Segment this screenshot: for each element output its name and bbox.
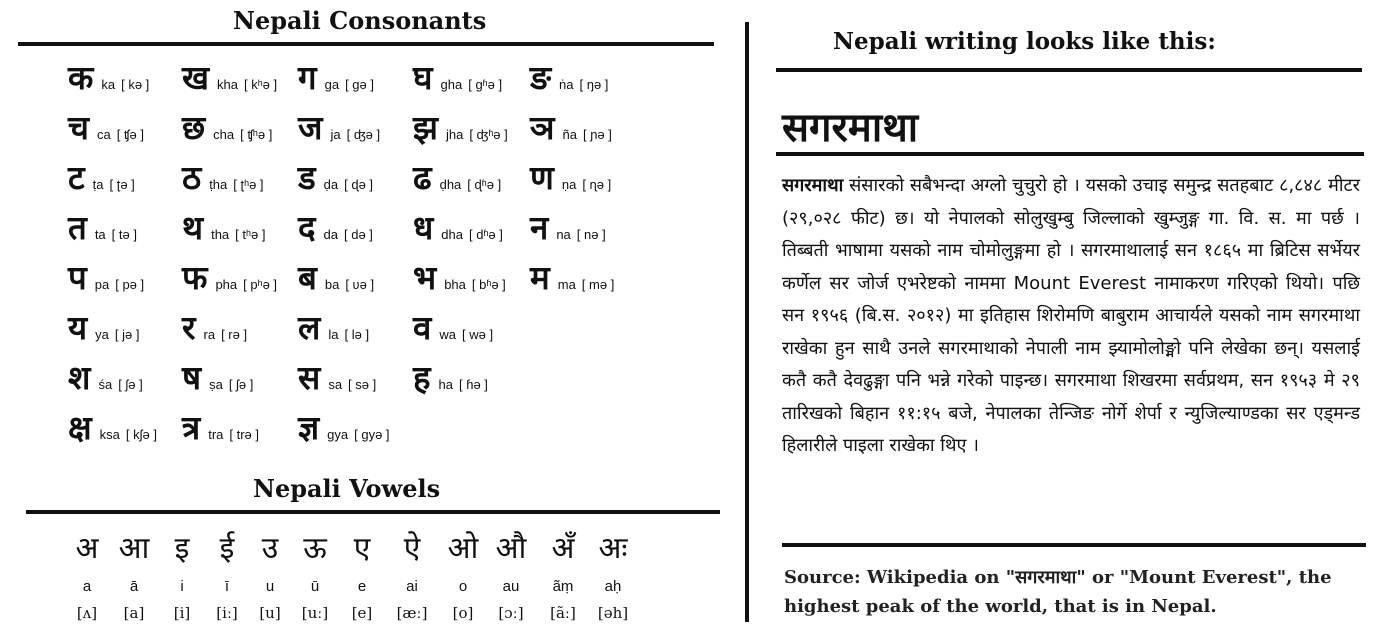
consonant-item: [68, 158, 135, 198]
consonant-letter: श: [68, 358, 91, 397]
consonants-title: Nepali Consonants: [233, 6, 487, 35]
consonant-letter: ह: [413, 358, 431, 397]
consonant-item: [530, 158, 611, 198]
article-text: संसारको सबैभन्दा अग्लो चुचुरो हो । यसको उचाइ समुन्द्र सतहबाट ८,८४८ मीटर (२९,०२८ फीट) छ। यो नेपालको सोलुखुम्बु जिल्लाको खुम्जुङ्ग गा. वि. स. मा पर्छ । तिब्बती भाषामा यसको नाम चोमोलुङ्गमा हो । सगरमाथालाई सन १८६५ मा ब्रिटिस सर्भेयर कर्णेल सर जोर्ज एभरेष्टको नाममा Mount Everest नामाकरण गरिएको थियो। पछि सन १९५६ (बि.स. २०१२) मा इतिहास शिरोमणि बाबुराम आचार्यले यसको नाम सगरमाथा राखेका हुन साथै उनले सगरमाथाको नेपाली नाम झ्यामोलोङ्मो पनि लेखेका छन्। यसलाई कतै कतै देवढुङ्गा पनि भन्ने गरेको पाइन्छ। सगरमाथा शिखरमा सर्वप्रथम, सन १९५३ मे २९ तारिखको बिहान ११:१५ बजे, नेपालका तेन्जिङ नोर्गे शेर्पा र न्युजिल्याण्डका सर एड्मन्ड हिलारीले पाइला राखेका थिए ।: [782, 175, 1360, 456]
consonant-roman: ja: [330, 127, 341, 142]
big-word: सगरमाथा: [782, 105, 919, 151]
vowel-item: [481, 530, 541, 622]
consonant-item: [182, 108, 272, 148]
consonant-letter: थ: [182, 208, 204, 247]
consonant-ipa: [ də ]: [344, 227, 373, 242]
vowel-ipa: [i]: [173, 604, 191, 622]
consonant-item: [298, 58, 374, 98]
consonant-ipa: [ kə ]: [121, 77, 150, 92]
consonant-item: [182, 158, 264, 198]
vowel-roman: ī: [224, 578, 230, 595]
consonant-roman: gya: [327, 427, 349, 442]
vowel-roman: e: [357, 578, 367, 595]
consonant-ipa: [ pə ]: [115, 277, 145, 292]
consonant-ipa: [ ʧə ]: [116, 127, 144, 142]
vowel-ipa: [u]: [259, 604, 281, 622]
consonant-item: [530, 258, 614, 298]
consonant-item: [68, 258, 144, 298]
consonant-ipa: [ ʃə ]: [228, 377, 254, 392]
consonant-item: [413, 358, 488, 398]
vowel-roman: ãṃ: [552, 578, 574, 595]
consonant-roman: na: [556, 227, 571, 242]
consonant-item: [530, 108, 612, 148]
vowel-letter: ई: [219, 531, 235, 566]
consonant-roman: ksa: [99, 427, 120, 442]
consonant-ipa: [ ɖʱə ]: [467, 177, 502, 192]
consonant-letter: त: [68, 208, 87, 247]
consonant-roman: ba: [324, 277, 340, 292]
consonant-letter: प: [68, 258, 87, 297]
consonant-letter: न: [530, 208, 549, 247]
vowel-letter: ऐ: [403, 531, 421, 566]
consonant-item: [413, 108, 508, 148]
consonant-item: [530, 58, 608, 98]
vowel-roman: o: [458, 578, 468, 595]
vowel-roman: aḥ: [604, 578, 622, 595]
consonant-roman: tha: [211, 227, 230, 242]
vowel-letter: अ: [75, 531, 99, 566]
consonant-roman: ṅa: [559, 77, 574, 92]
vowel-roman: ai: [406, 578, 418, 595]
consonant-letter: द: [298, 208, 316, 247]
consonant-ipa: [ lə ]: [344, 327, 370, 342]
consonant-ipa: [ jə ]: [114, 327, 140, 342]
consonant-letter: घ: [413, 58, 433, 97]
consonant-roman: sa: [328, 377, 343, 392]
consonant-item: [182, 258, 277, 298]
consonant-roman: kha: [217, 77, 238, 92]
consonant-roman: tra: [208, 427, 224, 442]
writing-title: Nepali writing looks like this:: [833, 28, 1216, 55]
consonant-item: [182, 358, 253, 398]
consonant-letter: ध: [413, 208, 434, 247]
vowel-roman: ā: [129, 578, 139, 595]
consonant-item: [298, 208, 373, 248]
consonant-ipa: [ gʱə ]: [468, 77, 503, 92]
consonant-letter: ठ: [182, 158, 202, 197]
consonant-letter: त्र: [182, 408, 201, 447]
article-paragraph: [782, 170, 1360, 463]
consonant-roman: ṣa: [209, 377, 223, 392]
consonant-item: [68, 358, 143, 398]
consonant-ipa: [ ʤə ]: [346, 127, 381, 142]
consonant-ipa: [ ɲə ]: [582, 127, 612, 142]
vowel-roman: ū: [310, 578, 320, 595]
consonant-item: [68, 108, 144, 148]
consonant-letter: स: [298, 358, 321, 397]
vowel-letter: आ: [118, 531, 150, 566]
consonant-letter: य: [68, 308, 88, 347]
consonant-ipa: [ ʈə ]: [109, 177, 135, 192]
consonant-ipa: [ tə ]: [111, 227, 137, 242]
consonant-roman: ṇa: [561, 177, 577, 192]
consonant-roman: pa: [94, 277, 110, 292]
consonant-ipa: [ ʧʰə ]: [240, 127, 273, 142]
consonant-ipa: [ gə ]: [345, 77, 374, 92]
center-divider: [745, 22, 749, 622]
consonant-ipa: [ ɳə ]: [582, 177, 612, 192]
consonant-ipa: [ ɖə ]: [344, 177, 374, 192]
consonant-roman: ca: [96, 127, 111, 142]
consonant-roman: ṭa: [92, 177, 104, 192]
consonants-title-rule: [18, 42, 714, 46]
vowel-letter: ए: [353, 531, 371, 566]
consonant-letter: भ: [413, 258, 437, 297]
consonant-roman: ḍa: [323, 177, 339, 192]
consonant-item: [530, 208, 606, 248]
consonant-letter: ङ: [530, 58, 552, 97]
vowel-item: [583, 530, 643, 622]
consonant-item: [182, 208, 265, 248]
consonant-item: [68, 408, 157, 448]
consonant-ipa: [ gyə ]: [354, 427, 390, 442]
consonant-letter: झ: [413, 108, 438, 147]
consonant-ipa: [ tʰə ]: [235, 227, 266, 242]
consonant-item: [298, 408, 390, 448]
vowel-letter: ओ: [447, 531, 479, 566]
consonant-letter: च: [68, 108, 89, 147]
consonant-ipa: [ ʤʱə ]: [469, 127, 508, 142]
source-note: Source: Wikipedia on "सगरमाथा" or "Mount Everest", the highest peak of the world, that is in Nepal.: [784, 567, 1332, 617]
vowel-roman: a: [82, 578, 92, 595]
consonant-letter: क: [68, 58, 94, 97]
consonant-roman: ma: [557, 277, 576, 292]
consonant-roman: śa: [98, 377, 113, 392]
vowel-ipa: [o]: [452, 604, 474, 622]
vowel-ipa: [ʌ]: [76, 604, 98, 622]
vowel-roman: u: [265, 578, 275, 595]
vowel-ipa: [a]: [123, 604, 145, 622]
consonant-item: [413, 258, 506, 298]
consonant-item: [182, 308, 247, 348]
consonant-item: [413, 308, 493, 348]
consonant-letter: ज्ञ: [298, 408, 320, 447]
consonant-item: [413, 208, 503, 248]
consonant-item: [182, 58, 277, 98]
consonant-ipa: [ trə ]: [229, 427, 260, 442]
consonant-item: [413, 58, 502, 98]
consonant-letter: ञ: [530, 108, 555, 147]
vowel-roman: au: [502, 578, 520, 595]
consonant-roman: la: [328, 327, 339, 342]
vowel-letter: इ: [174, 531, 190, 566]
consonant-item: [298, 158, 373, 198]
vowel-ipa: [æː]: [396, 604, 428, 622]
vowel-letter: औ: [495, 531, 527, 566]
consonant-letter: फ: [182, 258, 208, 297]
consonant-item: [68, 308, 139, 348]
consonant-roman: jha: [445, 127, 464, 142]
consonant-letter: ढ: [413, 158, 432, 197]
source-rule: [782, 543, 1366, 547]
consonant-letter: ब: [298, 258, 317, 297]
consonant-letter: म: [530, 258, 550, 297]
consonant-roman: ña: [562, 127, 577, 142]
vowel-letter: अः: [598, 531, 628, 566]
consonant-roman: dha: [441, 227, 463, 242]
vowels-title-rule: [26, 510, 720, 514]
consonant-roman: wa: [439, 327, 456, 342]
consonant-roman: ṭha: [209, 177, 228, 192]
consonant-item: [298, 108, 380, 148]
consonant-ipa: [ mə ]: [581, 277, 615, 292]
vowels-title: Nepali Vowels: [253, 474, 441, 503]
consonant-ipa: [ kʰə ]: [243, 77, 278, 92]
consonant-roman: cha: [213, 127, 235, 142]
consonant-roman: ka: [101, 77, 116, 92]
consonant-roman: pha: [215, 277, 238, 292]
consonant-roman: ha: [438, 377, 453, 392]
consonant-item: [68, 58, 149, 98]
consonant-ipa: [ bʱə ]: [471, 277, 506, 292]
vowel-ipa: [ɔː]: [498, 604, 524, 622]
consonant-letter: छ: [182, 108, 206, 147]
consonant-letter: ख: [182, 58, 209, 97]
writing-title-rule: [776, 68, 1362, 72]
consonant-item: [298, 258, 374, 298]
consonant-letter: ज: [298, 108, 323, 147]
consonant-ipa: [ ŋə ]: [579, 77, 609, 92]
consonant-ipa: [ ʃə ]: [118, 377, 143, 392]
vowel-ipa: [e]: [351, 604, 373, 622]
consonant-letter: ट: [68, 158, 85, 197]
big-word-rule: [776, 152, 1364, 156]
consonant-roman: bha: [444, 277, 466, 292]
consonant-item: [413, 158, 501, 198]
consonant-letter: ष: [182, 358, 202, 397]
consonant-ipa: [ wə ]: [461, 327, 494, 342]
consonant-ipa: [ kʃə ]: [125, 427, 157, 442]
consonant-roman: ta: [94, 227, 106, 242]
consonant-ipa: [ dʱə ]: [469, 227, 503, 242]
consonant-letter: ड: [298, 158, 316, 197]
consonant-ipa: [ nə ]: [576, 227, 606, 242]
vowel-letter: उ: [261, 531, 279, 566]
vowel-letter: ऊ: [303, 531, 327, 566]
consonant-ipa: [ sə ]: [348, 377, 377, 392]
consonant-letter: क्ष: [68, 408, 92, 447]
consonant-letter: ल: [298, 308, 321, 347]
article-bold-word: सगरमाथा: [782, 175, 844, 196]
vowel-letter: अँ: [551, 531, 575, 566]
consonant-ipa: [ ʈʰə ]: [233, 177, 264, 192]
consonant-roman: ra: [203, 327, 216, 342]
vowel-ipa: [ãː]: [550, 604, 576, 622]
consonant-letter: र: [182, 308, 196, 347]
consonant-roman: gha: [440, 77, 463, 92]
vowel-ipa: [iː]: [216, 604, 238, 622]
consonant-roman: ya: [95, 327, 109, 342]
vowel-ipa: [uː]: [301, 604, 329, 622]
consonant-ipa: [ ɦə ]: [459, 377, 488, 392]
consonant-letter: व: [413, 308, 432, 347]
consonant-letter: ग: [298, 58, 317, 97]
consonant-roman: ḍha: [439, 177, 462, 192]
consonant-item: [182, 408, 259, 448]
consonant-item: [68, 208, 137, 248]
consonant-roman: da: [323, 227, 338, 242]
consonant-letter: ण: [530, 158, 554, 197]
consonant-roman: ga: [324, 77, 340, 92]
consonant-item: [298, 308, 369, 348]
consonant-ipa: [ ʋə ]: [345, 277, 375, 292]
consonant-ipa: [ rə ]: [221, 327, 248, 342]
consonant-ipa: [ pʰə ]: [243, 277, 278, 292]
consonant-item: [298, 358, 376, 398]
vowel-roman: i: [180, 578, 184, 595]
vowel-ipa: [əh]: [597, 604, 629, 622]
